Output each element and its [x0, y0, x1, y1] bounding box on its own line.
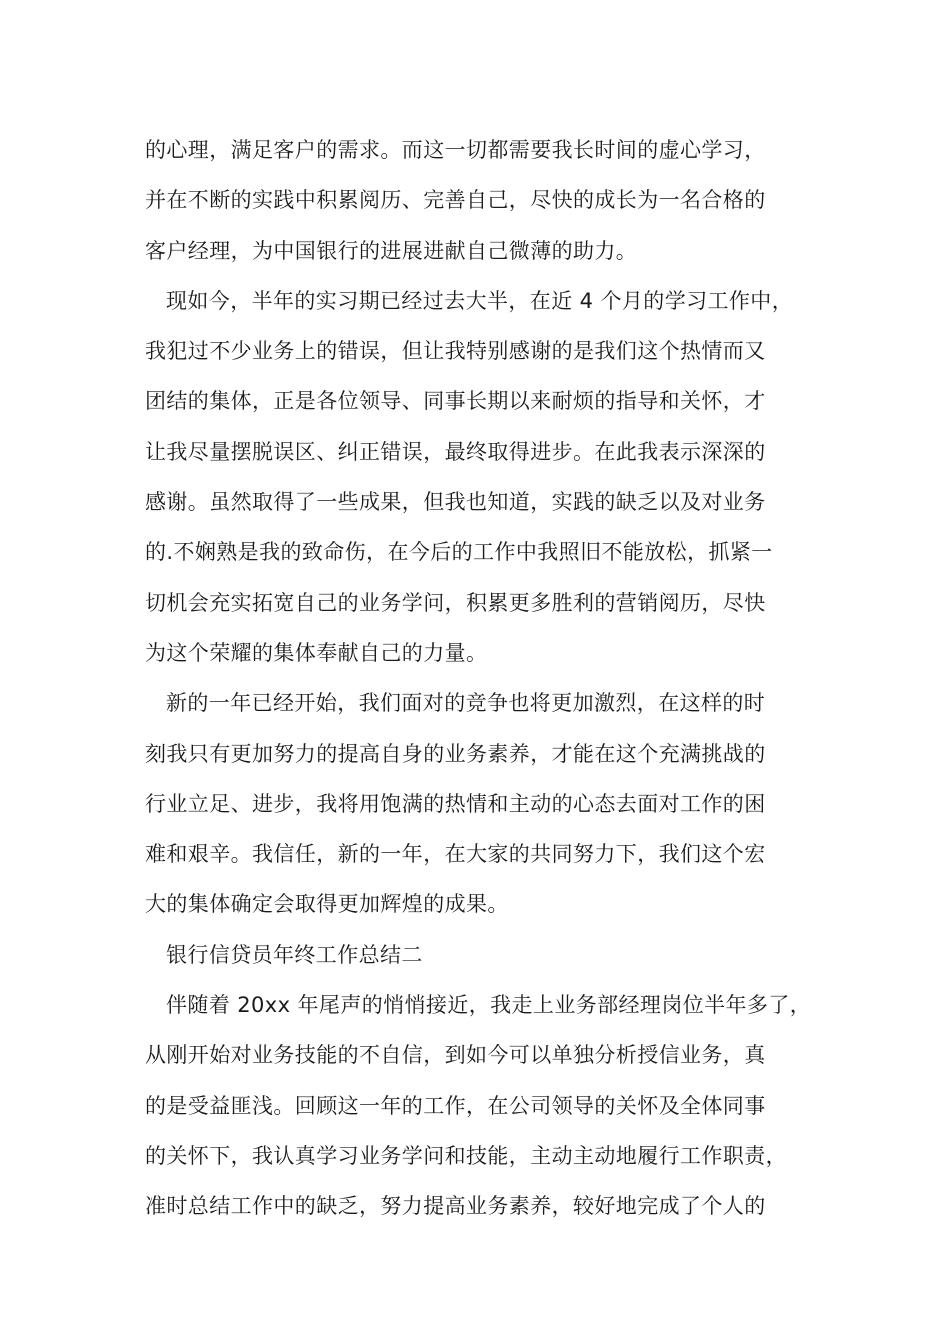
text-line: 刻我只有更加努力的提高自身的业务素养，才能在这个充满挑战的 [145, 741, 766, 766]
text-line: 的是受益匪浅。回顾这一年的工作，在公司领导的关怀及全体同事 [145, 1093, 766, 1118]
text-line: 大的集体确定会取得更加辉煌的成果。 [145, 892, 509, 917]
text-line: 难和艰辛。我信任，新的一年，在大家的共同努力下，我们这个宏 [145, 842, 766, 867]
text-line: 准时总结工作中的缺乏，努力提高业务素养，较好地完成了个人的 [145, 1194, 766, 1219]
paragraph-start-line: 伴随着 20xx 年尾声的悄悄接近，我走上业务部经理岗位半年多了， [166, 993, 812, 1018]
text-line: 为这个荣耀的集体奉献自己的力量。 [145, 640, 488, 665]
text-line: 让我尽量摆脱误区、纠正错误，最终取得进步。在此我表示深深的 [145, 439, 766, 464]
paragraph-start-line: 现如今，半年的实习期已经过去大半，在近 4 个月的学习工作中， [166, 288, 794, 313]
section-heading: 银行信贷员年终工作总结二 [166, 942, 423, 967]
text-line: 并在不断的实践中积累阅历、完善自己，尽快的成长为一名合格的 [145, 188, 766, 213]
text-line: 客户经理，为中国银行的进展进献自己微薄的助力。 [145, 238, 638, 263]
text-line: 行业立足、进步，我将用饱满的热情和主动的心态去面对工作的困 [145, 791, 766, 816]
text-line: 的.不娴熟是我的致命伤，在今后的工作中我照旧不能放松，抓紧一 [145, 540, 773, 565]
text-line: 团结的集体，正是各位领导、同事长期以来耐烦的指导和关怀，才 [145, 389, 766, 414]
document-body [145, 125, 835, 1232]
text-line: 的关怀下，我认真学习业务学问和技能，主动主动地履行工作职责， [145, 1143, 787, 1168]
text-line: 从刚开始对业务技能的不自信，到如今可以单独分析授信业务，真 [145, 1043, 766, 1068]
text-line: 切机会充实拓宽自己的业务学问，积累更多胜利的营销阅历，尽快 [145, 590, 766, 615]
paragraph-start-line: 新的一年已经开始，我们面对的竞争也将更加激烈，在这样的时 [166, 691, 766, 716]
text-line: 的心理，满足客户的需求。而这一切都需要我长时间的虚心学习， [145, 138, 766, 162]
text-line: 我犯过不少业务上的错误，但让我特别感谢的是我们这个热情而又 [145, 339, 766, 364]
text-line: 感谢。虽然取得了一些成果，但我也知道，实践的缺乏以及对业务 [145, 490, 766, 515]
